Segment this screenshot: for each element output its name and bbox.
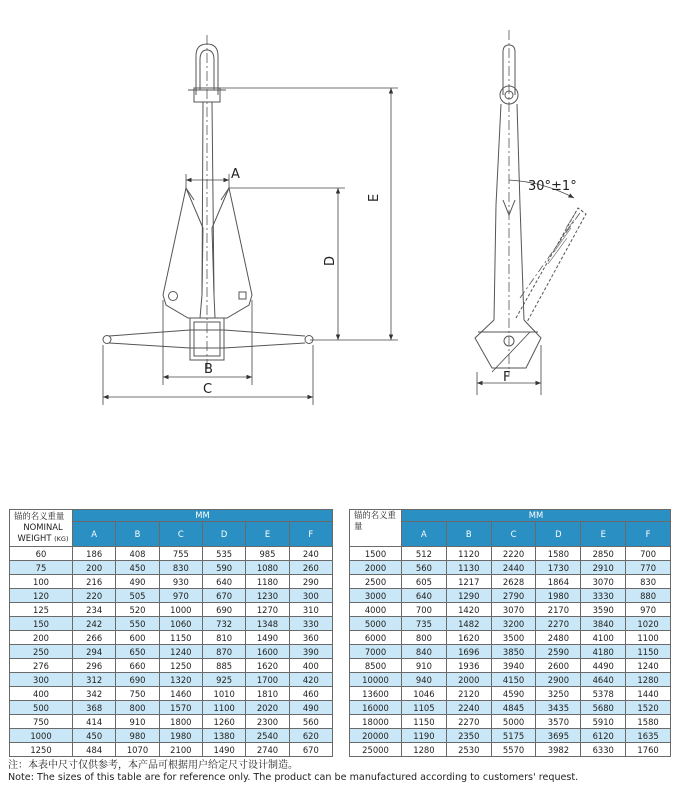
dimension-cell: 2900 (536, 673, 581, 687)
dimension-cell: 2270 (536, 617, 581, 631)
dimension-cell: 600 (116, 631, 159, 645)
dimension-cell: 1936 (446, 659, 491, 673)
dimension-cell: 535 (202, 547, 245, 561)
dimension-cell: 4100 (581, 631, 626, 645)
fluke-slot (239, 292, 246, 299)
dimension-cell: 460 (289, 687, 332, 701)
dimension-cell: 240 (289, 547, 332, 561)
dimension-cell: 1080 (246, 561, 289, 575)
nominal-weight-cell: 200 (10, 631, 73, 645)
table-row (10, 547, 333, 561)
table-row (10, 645, 333, 659)
nominal-weight-cell: 500 (10, 701, 73, 715)
nominal-weight-cell: 2500 (350, 575, 402, 589)
dimension-cell: 4590 (491, 687, 536, 701)
dimension-cell: 4150 (491, 673, 536, 687)
dimension-cell: 1864 (536, 575, 581, 589)
dimension-cell: 310 (289, 603, 332, 617)
dimension-cell: 4845 (491, 701, 536, 715)
table-row (10, 575, 333, 589)
nominal-weight-cell: 20000 (350, 729, 402, 743)
dimension-cell: 1105 (402, 701, 447, 715)
dimension-cell: 1635 (626, 729, 671, 743)
dimension-cell: 560 (289, 715, 332, 729)
dimension-cell: 1010 (202, 687, 245, 701)
dimension-cell: 1100 (202, 701, 245, 715)
nominal-weight-cell: 100 (10, 575, 73, 589)
dimension-cell: 2530 (446, 743, 491, 757)
dimension-cell: 390 (289, 645, 332, 659)
dim-label-d: D (323, 255, 338, 266)
table-row (10, 617, 333, 631)
dimension-cell: 1046 (402, 687, 447, 701)
nominal-weight-cell: 1000 (10, 729, 73, 743)
unit-header: MM (73, 510, 333, 522)
dimension-cell: 1070 (116, 743, 159, 757)
nominal-weight-cell: 8500 (350, 659, 402, 673)
dimension-cell: 408 (116, 547, 159, 561)
dimension-cell: 2600 (536, 659, 581, 673)
table-row (350, 673, 671, 687)
dimension-cell: 6330 (581, 743, 626, 757)
dimension-cell: 2628 (491, 575, 536, 589)
column-header: E (246, 522, 289, 547)
nominal-weight-cell: 400 (10, 687, 73, 701)
dimension-cell: 810 (202, 631, 245, 645)
dimension-cell: 3330 (581, 589, 626, 603)
nominal-weight-header-unit: (KG) (54, 535, 69, 543)
dimension-cell: 294 (73, 645, 116, 659)
dimension-cell: 620 (289, 729, 332, 743)
dimension-cell: 242 (73, 617, 116, 631)
dimension-cell: 1150 (626, 645, 671, 659)
column-header: E (581, 522, 626, 547)
nominal-weight-header (350, 510, 402, 547)
dimension-cell: 3940 (491, 659, 536, 673)
dimension-cell: 260 (289, 561, 332, 575)
dimension-cell: 640 (202, 575, 245, 589)
nominal-weight-header-cn: 锚的名义重量 (354, 510, 396, 531)
dimension-cell: 885 (202, 659, 245, 673)
dimension-cell: 2300 (246, 715, 289, 729)
dimension-cell: 5000 (491, 715, 536, 729)
dimension-cell: 490 (116, 575, 159, 589)
front-view (103, 35, 313, 372)
dimension-cell: 360 (289, 631, 332, 645)
nominal-weight-cell: 5000 (350, 617, 402, 631)
dimension-cell: 1348 (246, 617, 289, 631)
table-row (350, 715, 671, 729)
dimension-cell: 1620 (246, 659, 289, 673)
dimension-cell: 870 (202, 645, 245, 659)
dimension-cell: 732 (202, 617, 245, 631)
dim-label-c: C (203, 382, 213, 397)
table-row (350, 729, 671, 743)
table-row (10, 631, 333, 645)
dimension-cell: 2790 (491, 589, 536, 603)
table-row (350, 575, 671, 589)
table-row (10, 589, 333, 603)
dimension-cell: 2000 (446, 673, 491, 687)
nominal-weight-cell: 25000 (350, 743, 402, 757)
dimension-cell: 1260 (202, 715, 245, 729)
column-header: A (73, 522, 116, 547)
dimension-cell: 1482 (446, 617, 491, 631)
dimension-cell: 484 (73, 743, 116, 757)
dimension-cell: 1980 (159, 729, 202, 743)
dimension-cell: 2740 (246, 743, 289, 757)
dimension-cell: 1270 (246, 603, 289, 617)
nominal-weight-cell: 13600 (350, 687, 402, 701)
dimension-cell: 4490 (581, 659, 626, 673)
dimension-cell: 5570 (491, 743, 536, 757)
dimension-cell: 1020 (626, 617, 671, 631)
dimension-cell: 1700 (246, 673, 289, 687)
dimension-cell: 1440 (626, 687, 671, 701)
dimension-cell: 735 (402, 617, 447, 631)
dimension-cell: 1730 (536, 561, 581, 575)
dimension-cell: 2270 (446, 715, 491, 729)
nominal-weight-cell: 250 (10, 645, 73, 659)
nominal-weight-cell: 2000 (350, 561, 402, 575)
dimension-cell: 3590 (581, 603, 626, 617)
dimension-cell: 1060 (159, 617, 202, 631)
dimension-cell: 2220 (491, 547, 536, 561)
dimension-cell: 220 (73, 589, 116, 603)
angle-label: 30°±1° (528, 179, 577, 194)
dimension-cell: 450 (116, 561, 159, 575)
dimension-cell: 1580 (626, 715, 671, 729)
nominal-weight-cell: 150 (10, 617, 73, 631)
column-header: D (202, 522, 245, 547)
dimension-cell: 1000 (159, 603, 202, 617)
dimension-cell: 670 (289, 743, 332, 757)
table-row (350, 743, 671, 757)
dimension-cell: 1280 (626, 673, 671, 687)
dimension-cell: 5910 (581, 715, 626, 729)
dimension-cell: 1520 (626, 701, 671, 715)
dimension-cell: 520 (116, 603, 159, 617)
dimension-cell: 6120 (581, 729, 626, 743)
dimension-cell: 3840 (581, 617, 626, 631)
dimension-cell: 590 (202, 561, 245, 575)
dimension-cell: 1490 (246, 631, 289, 645)
dimension-cell: 605 (402, 575, 447, 589)
dimension-cell: 1810 (246, 687, 289, 701)
dimension-cell: 660 (116, 659, 159, 673)
nominal-weight-cell: 300 (10, 673, 73, 687)
dimension-cell: 1570 (159, 701, 202, 715)
nominal-weight-cell: 60 (10, 547, 73, 561)
column-header: B (116, 522, 159, 547)
dimension-cell: 2020 (246, 701, 289, 715)
dimension-cell: 800 (116, 701, 159, 715)
table-row (10, 715, 333, 729)
dimension-cell: 3570 (536, 715, 581, 729)
dimension-cell: 3982 (536, 743, 581, 757)
dimension-cell: 2170 (536, 603, 581, 617)
dimension-cell: 1240 (626, 659, 671, 673)
table-row (350, 659, 671, 673)
nominal-weight-cell: 3000 (350, 589, 402, 603)
nominal-weight-cell: 4000 (350, 603, 402, 617)
table-row (350, 701, 671, 715)
column-header: F (289, 522, 332, 547)
side-crown (475, 320, 541, 368)
dim-label-b: B (204, 362, 213, 377)
dimension-cell: 970 (626, 603, 671, 617)
dimension-cell: 2850 (581, 547, 626, 561)
nominal-weight-cell: 276 (10, 659, 73, 673)
front-dimensions (103, 88, 398, 405)
dimension-cell: 830 (626, 575, 671, 589)
dimension-cell: 700 (402, 603, 447, 617)
dimension-cell: 970 (159, 589, 202, 603)
dimension-cell: 216 (73, 575, 116, 589)
table-row (10, 687, 333, 701)
dimension-cell: 420 (289, 673, 332, 687)
dimension-cell: 1980 (536, 589, 581, 603)
table-row (10, 603, 333, 617)
dimension-cell: 3850 (491, 645, 536, 659)
dimension-cell: 400 (289, 659, 332, 673)
table-row (350, 603, 671, 617)
dimension-cell: 640 (402, 589, 447, 603)
column-header: D (536, 522, 581, 547)
column-header: A (402, 522, 447, 547)
table-row (10, 729, 333, 743)
dimension-cell: 2590 (536, 645, 581, 659)
table-row (350, 547, 671, 561)
dimension-table-right (349, 509, 671, 757)
dim-label-f: F (503, 370, 511, 385)
dimension-cell: 414 (73, 715, 116, 729)
dimension-cell: 4640 (581, 673, 626, 687)
column-header: C (491, 522, 536, 547)
dimension-cell: 2910 (581, 561, 626, 575)
dimension-cell: 1100 (626, 631, 671, 645)
shackle (196, 44, 218, 95)
dimension-cell: 1230 (246, 589, 289, 603)
nominal-weight-header-en: NOMINAL WEIGHT (17, 522, 63, 543)
note-chinese: 注：本表中尺寸仅供参考，本产品可根据用户给定尺寸设计制造。 (8, 760, 298, 771)
dimension-cell: 1240 (159, 645, 202, 659)
dimension-cell: 750 (116, 687, 159, 701)
dimension-cell: 3435 (536, 701, 581, 715)
dimension-cell: 512 (402, 547, 447, 561)
dimension-cell: 1760 (626, 743, 671, 757)
dimension-cell: 980 (116, 729, 159, 743)
unit-header: MM (402, 510, 671, 522)
nominal-weight-cell: 6000 (350, 631, 402, 645)
nominal-weight-cell: 10000 (350, 673, 402, 687)
dimension-cell: 1460 (159, 687, 202, 701)
dimension-cell: 650 (116, 645, 159, 659)
table-row (350, 589, 671, 603)
table-row (350, 631, 671, 645)
column-header: F (626, 522, 671, 547)
nominal-weight-cell: 75 (10, 561, 73, 575)
dimension-cell: 1490 (202, 743, 245, 757)
table-row (350, 561, 671, 575)
dimension-cell: 3070 (581, 575, 626, 589)
column-header: B (446, 522, 491, 547)
dimension-cell: 2540 (246, 729, 289, 743)
dimension-cell: 1290 (446, 589, 491, 603)
table-row (10, 673, 333, 687)
dimension-cell: 1800 (159, 715, 202, 729)
dimension-cell: 2120 (446, 687, 491, 701)
nominal-weight-cell: 7000 (350, 645, 402, 659)
dimension-cell: 5175 (491, 729, 536, 743)
dimension-cell: 700 (626, 547, 671, 561)
note-english: Note: The sizes of this table are for reference only. The product can be manufactured according to customers' request. (8, 772, 579, 783)
column-header: C (159, 522, 202, 547)
dimension-cell: 840 (402, 645, 447, 659)
dimension-cell: 1600 (246, 645, 289, 659)
dimension-cell: 234 (73, 603, 116, 617)
dimension-cell: 770 (626, 561, 671, 575)
dimension-cell: 450 (73, 729, 116, 743)
dimension-cell: 3070 (491, 603, 536, 617)
dimension-cell: 290 (289, 575, 332, 589)
dimension-cell: 4180 (581, 645, 626, 659)
dimension-cell: 670 (202, 589, 245, 603)
dimension-cell: 3250 (536, 687, 581, 701)
nominal-weight-cell: 1250 (10, 743, 73, 757)
dimension-cell: 3200 (491, 617, 536, 631)
dimension-cell: 1250 (159, 659, 202, 673)
dimension-cell: 330 (289, 617, 332, 631)
dimension-cell: 2350 (446, 729, 491, 743)
dimension-cell: 1150 (402, 715, 447, 729)
dimension-cell: 1190 (402, 729, 447, 743)
shank (202, 102, 214, 295)
dimension-cell: 1420 (446, 603, 491, 617)
dimension-cell: 800 (402, 631, 447, 645)
dimension-cell: 300 (289, 589, 332, 603)
dimension-cell: 296 (73, 659, 116, 673)
dimension-cell: 1320 (159, 673, 202, 687)
table-row (350, 687, 671, 701)
dimension-cell: 940 (402, 673, 447, 687)
dimension-cell: 755 (159, 547, 202, 561)
side-view (475, 30, 586, 375)
side-dimensions (477, 180, 574, 395)
table-row (10, 743, 333, 757)
dimension-cell: 1620 (446, 631, 491, 645)
nominal-weight-cell: 1500 (350, 547, 402, 561)
dimension-cell: 5378 (581, 687, 626, 701)
nominal-weight-cell: 125 (10, 603, 73, 617)
dimension-cell: 3695 (536, 729, 581, 743)
dimension-cell: 1180 (246, 575, 289, 589)
dimension-cell: 1696 (446, 645, 491, 659)
dimension-cell: 266 (73, 631, 116, 645)
table-row (10, 561, 333, 575)
table-row (350, 645, 671, 659)
dimension-cell: 2440 (491, 561, 536, 575)
dimension-table-left (9, 509, 333, 757)
dimension-cell: 930 (159, 575, 202, 589)
dimension-cell: 1130 (446, 561, 491, 575)
dimension-cell: 1280 (402, 743, 447, 757)
dimension-cell: 560 (402, 561, 447, 575)
nominal-weight-cell: 120 (10, 589, 73, 603)
nominal-weight-cell: 750 (10, 715, 73, 729)
nominal-weight-header-cn: 锚的名义重量 (14, 511, 65, 521)
nominal-weight-cell: 16000 (350, 701, 402, 715)
dimension-cell: 690 (202, 603, 245, 617)
dimension-cell: 1150 (159, 631, 202, 645)
dimension-cell: 5680 (581, 701, 626, 715)
dimension-cell: 910 (116, 715, 159, 729)
dimension-cell: 1217 (446, 575, 491, 589)
nominal-weight-cell: 18000 (350, 715, 402, 729)
dimension-cell: 830 (159, 561, 202, 575)
dimension-cell: 3500 (491, 631, 536, 645)
side-fluke-rotated (516, 208, 586, 322)
table-row (10, 701, 333, 715)
dimension-cell: 2480 (536, 631, 581, 645)
dimension-cell: 505 (116, 589, 159, 603)
dimension-cell: 200 (73, 561, 116, 575)
dimension-cell: 985 (246, 547, 289, 561)
dimension-cell: 1120 (446, 547, 491, 561)
dimension-cell: 1580 (536, 547, 581, 561)
dimension-cell: 925 (202, 673, 245, 687)
fluke-hole (169, 292, 178, 301)
table-row (10, 659, 333, 673)
dimension-cell: 690 (116, 673, 159, 687)
dimension-cell: 490 (289, 701, 332, 715)
dimension-cell: 910 (402, 659, 447, 673)
dimension-cell: 342 (73, 687, 116, 701)
dimension-cell: 2100 (159, 743, 202, 757)
dimension-cell: 312 (73, 673, 116, 687)
dim-label-a: A (231, 167, 240, 182)
nominal-weight-header (10, 510, 73, 547)
dimension-cell: 550 (116, 617, 159, 631)
dim-label-e: E (367, 193, 382, 202)
table-row (350, 617, 671, 631)
dimension-cell: 1380 (202, 729, 245, 743)
dimension-cell: 186 (73, 547, 116, 561)
dimension-cell: 2240 (446, 701, 491, 715)
dimension-cell: 880 (626, 589, 671, 603)
dimension-cell: 368 (73, 701, 116, 715)
